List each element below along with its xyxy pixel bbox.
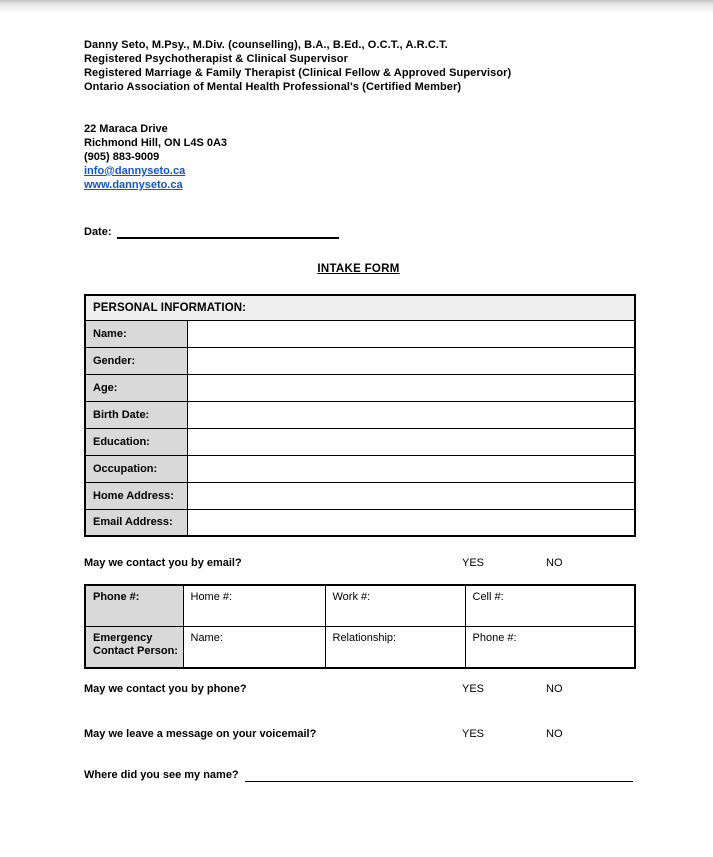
field-label-gender: Gender: xyxy=(85,347,187,374)
date-blank-line xyxy=(117,226,339,239)
personal-info-header: PERSONAL INFORMATION: xyxy=(85,295,635,320)
field-value-age xyxy=(187,374,635,401)
field-emergency-name: Name: xyxy=(183,626,325,668)
field-label-birth-date: Birth Date: xyxy=(85,401,187,428)
table-row xyxy=(85,455,635,482)
field-value-occupation xyxy=(187,455,635,482)
table-row xyxy=(85,320,635,347)
field-emergency-relationship: Relationship: xyxy=(325,626,465,668)
form-title: INTAKE FORM xyxy=(317,263,400,275)
table-row xyxy=(85,482,635,509)
address-line: Richmond Hill, ON L4S 0A3 xyxy=(84,137,228,149)
table-row xyxy=(85,428,635,455)
table-row xyxy=(85,401,635,428)
field-label-age: Age: xyxy=(85,374,187,401)
field-label-email-address: Email Address: xyxy=(85,509,187,536)
table-row xyxy=(85,626,635,668)
field-value-education xyxy=(187,428,635,455)
field-value-home-address xyxy=(187,482,635,509)
question-text: Where did you see my name? xyxy=(84,769,239,781)
question-contact-by-phone xyxy=(84,682,633,696)
question-text: May we contact you by phone? xyxy=(84,683,247,695)
credential-line: Danny Seto, M.Psy., M.Div. (counselling), B.A., B.Ed., O.C.T., A.R.C.T. xyxy=(84,39,448,51)
no-option: NO xyxy=(546,728,563,740)
date-field xyxy=(84,225,633,239)
field-value-name xyxy=(187,320,635,347)
question-voicemail-message xyxy=(84,727,633,741)
field-value-gender xyxy=(187,347,635,374)
referral-blank-line xyxy=(245,770,633,782)
table-row xyxy=(85,374,635,401)
credential-line: Registered Marriage & Family Therapist (Clinical Fellow & Approved Supervisor) xyxy=(84,67,512,79)
table-row xyxy=(85,585,635,626)
yes-option: YES xyxy=(462,683,485,695)
question-text: May we leave a message on your voicemail? xyxy=(84,728,317,740)
phone-and-emergency-table xyxy=(84,584,636,669)
field-emergency-phone: Phone #: xyxy=(465,626,635,668)
field-label-emergency-contact: Emergency Contact Person: xyxy=(85,626,183,668)
question-contact-by-email xyxy=(84,556,633,570)
field-value-email-address xyxy=(187,509,635,536)
yes-option: YES xyxy=(462,557,485,569)
no-option: NO xyxy=(546,683,563,695)
field-cell-number: Cell #: xyxy=(465,585,635,626)
field-home-number: Home #: xyxy=(183,585,325,626)
field-label-name: Name: xyxy=(85,320,187,347)
field-label-occupation: Occupation: xyxy=(85,455,187,482)
yes-option: YES xyxy=(462,728,485,740)
table-row xyxy=(85,509,635,536)
date-label: Date: xyxy=(84,226,112,238)
credential-line: Ontario Association of Mental Health Professional's (Certified Member) xyxy=(84,81,462,93)
no-option: NO xyxy=(546,557,563,569)
phone-number: (905) 883-9009 xyxy=(84,151,160,163)
table-row xyxy=(85,347,635,374)
practitioner-credentials xyxy=(84,38,633,94)
address-line: 22 Maraca Drive xyxy=(84,123,168,135)
field-label-education: Education: xyxy=(85,428,187,455)
contact-info-block xyxy=(84,122,633,192)
email-link[interactable]: info@dannyseto.ca xyxy=(84,165,186,177)
question-referral-source xyxy=(84,768,633,782)
form-title-row xyxy=(84,259,633,277)
website-link[interactable]: www.dannyseto.ca xyxy=(84,179,183,191)
field-value-birth-date xyxy=(187,401,635,428)
field-label-home-address: Home Address: xyxy=(85,482,187,509)
field-work-number: Work #: xyxy=(325,585,465,626)
question-text: May we contact you by email? xyxy=(84,557,242,569)
personal-information-table xyxy=(84,294,636,537)
credential-line: Registered Psychotherapist & Clinical Supervisor xyxy=(84,53,348,65)
field-label-phone: Phone #: xyxy=(85,585,183,626)
